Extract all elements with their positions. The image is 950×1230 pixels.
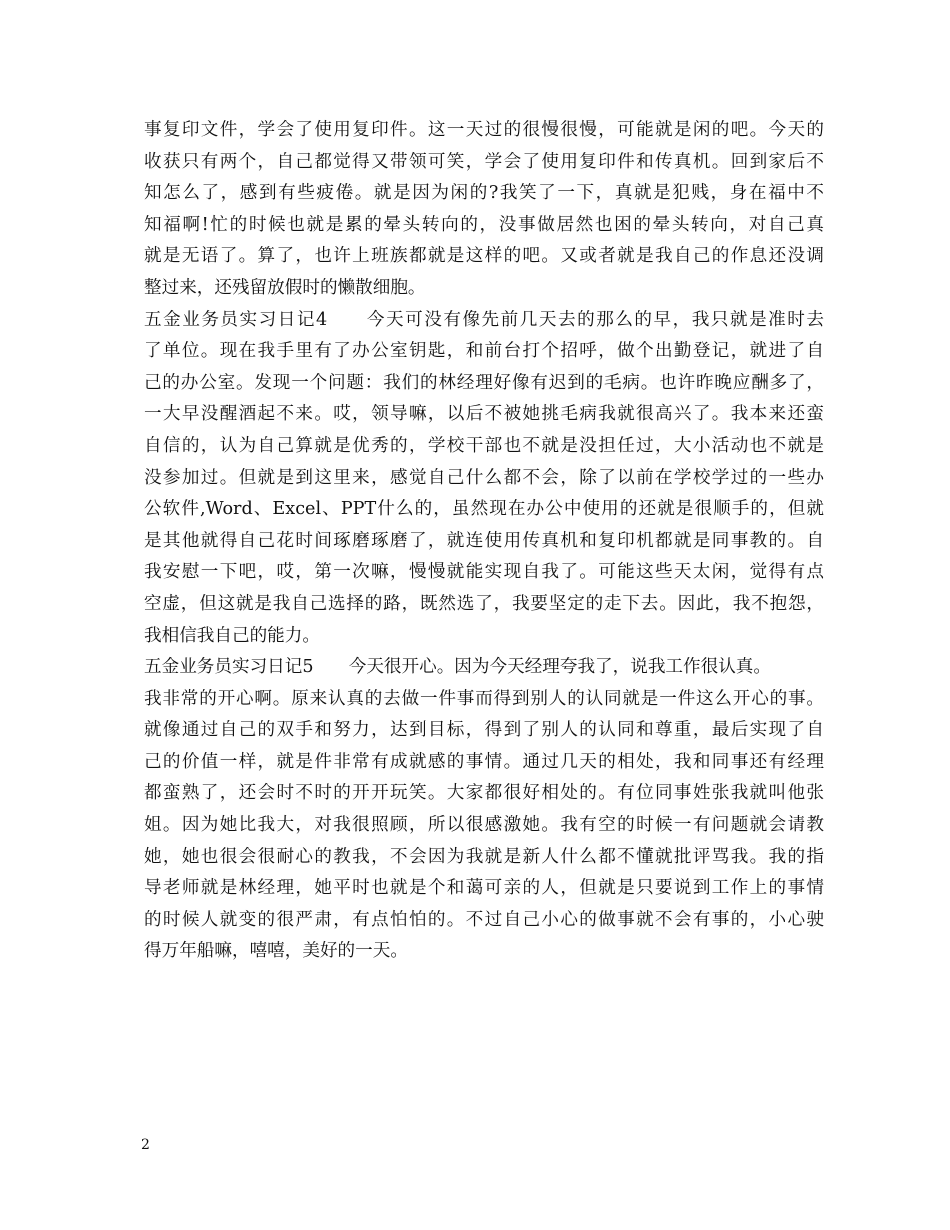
text-line-19: 我非常的开心啊。原来认真的去做一件事而得到别人的认同就是一件这么开心的事。 <box>144 688 824 709</box>
text-line-12: 没参加过。但就是到这里来，感觉自己什么都不会，除了以前在学校学过的一些办 <box>144 467 824 488</box>
text-line-1: 事复印文件，学会了使用复印件。这一天过的很慢很慢，可能就是闲的吧。今天的 <box>144 120 824 140</box>
page-number: 2 <box>141 1137 150 1153</box>
text-line-22: 都蛮熟了，还会时不时的开开玩笑。大家都很好相处的。有位同事姓张我就叫他张 <box>144 783 824 804</box>
text-line-6: 整过来，还残留放假时的懒散细胞。 <box>144 277 426 298</box>
text-line-3: 知怎么了，感到有些疲倦。就是因为闲的?我笑了一下，真就是犯贱，身在福中不 <box>144 183 824 204</box>
document-body <box>144 115 824 968</box>
text-line-24: 她，她也很会很耐心的教我，不会因为我就是新人什么都不懂就批评骂我。我的指 <box>144 846 824 867</box>
text-line-23: 姐。因为她比我大，对我很照顾，所以很感激她。我有空的时候一有问题就会请教 <box>144 815 824 836</box>
text-line-8: 了单位。现在我手里有了办公室钥匙，和前台打个招呼，做个出勤登记，就进了自 <box>144 341 824 362</box>
text-line-17: 我相信我自己的能力。 <box>144 625 320 646</box>
text-line-5: 就是无语了。算了，也许上班族都就是这样的吧。又或者就是我自己的作息还没调 <box>144 246 824 267</box>
text-line-11: 自信的，认为自己算就是优秀的，学校干部也不就是没担任过，大小活动也不就是 <box>144 435 824 456</box>
text-line-20: 就像通过自己的双手和努力，达到目标，得到了别人的认同和尊重，最后实现了自 <box>144 720 824 741</box>
text-line-2: 收获只有两个，自己都觉得又带领可笑，学会了使用复印件和传真机。回到家后不 <box>144 151 824 172</box>
text-line-18: 五金业务员实习日记5 今天很开心。因为今天经理夸我了，说我工作很认真。 <box>144 657 771 678</box>
text-line-21: 己的价值一样，就是件非常有成就感的事情。通过几天的相处，我和同事还有经理 <box>144 751 824 772</box>
text-line-15: 我安慰一下吧，哎，第一次嘛，慢慢就能实现自我了。可能这些天太闲，觉得有点 <box>144 562 824 583</box>
text-line-14: 是其他就得自己花时间琢磨琢磨了，就连使用传真机和复印机都就是同事教的。自 <box>144 530 824 551</box>
text-line-25: 导老师就是林经理，她平时也就是个和蔼可亲的人，但就是只要说到工作上的事情 <box>144 878 824 899</box>
text-line-9: 己的办公室。发现一个问题：我们的林经理好像有迟到的毛病。也许昨晚应酬多了， <box>144 372 824 393</box>
text-line-26: 的时候人就变的很严肃，有点怕怕的。不过自己小心的做事就不会有事的，小心驶 <box>144 909 824 930</box>
text-line-4: 知福啊!忙的时候也就是累的晕头转向的，没事做居然也困的晕头转向，对自己真 <box>144 214 824 235</box>
text-line-27: 得万年船嘛，嘻嘻，美好的一天。 <box>144 941 408 962</box>
text-line-16: 空虚，但这就是我自己选择的路，既然选了，我要坚定的走下去。因此，我不抱怨， <box>144 593 824 614</box>
text-line-7: 五金业务员实习日记4 今天可没有像先前几天去的那么的早，我只就是准时去 <box>144 309 824 330</box>
text-line-13: 公软件,Word、Excel、PPT什么的，虽然现在办公中使用的还就是很顺手的，但就 <box>144 499 824 520</box>
text-line-10: 一大早没醒酒起不来。哎，领导嘛，以后不被她挑毛病我就很高兴了。我本来还蛮 <box>144 404 824 425</box>
